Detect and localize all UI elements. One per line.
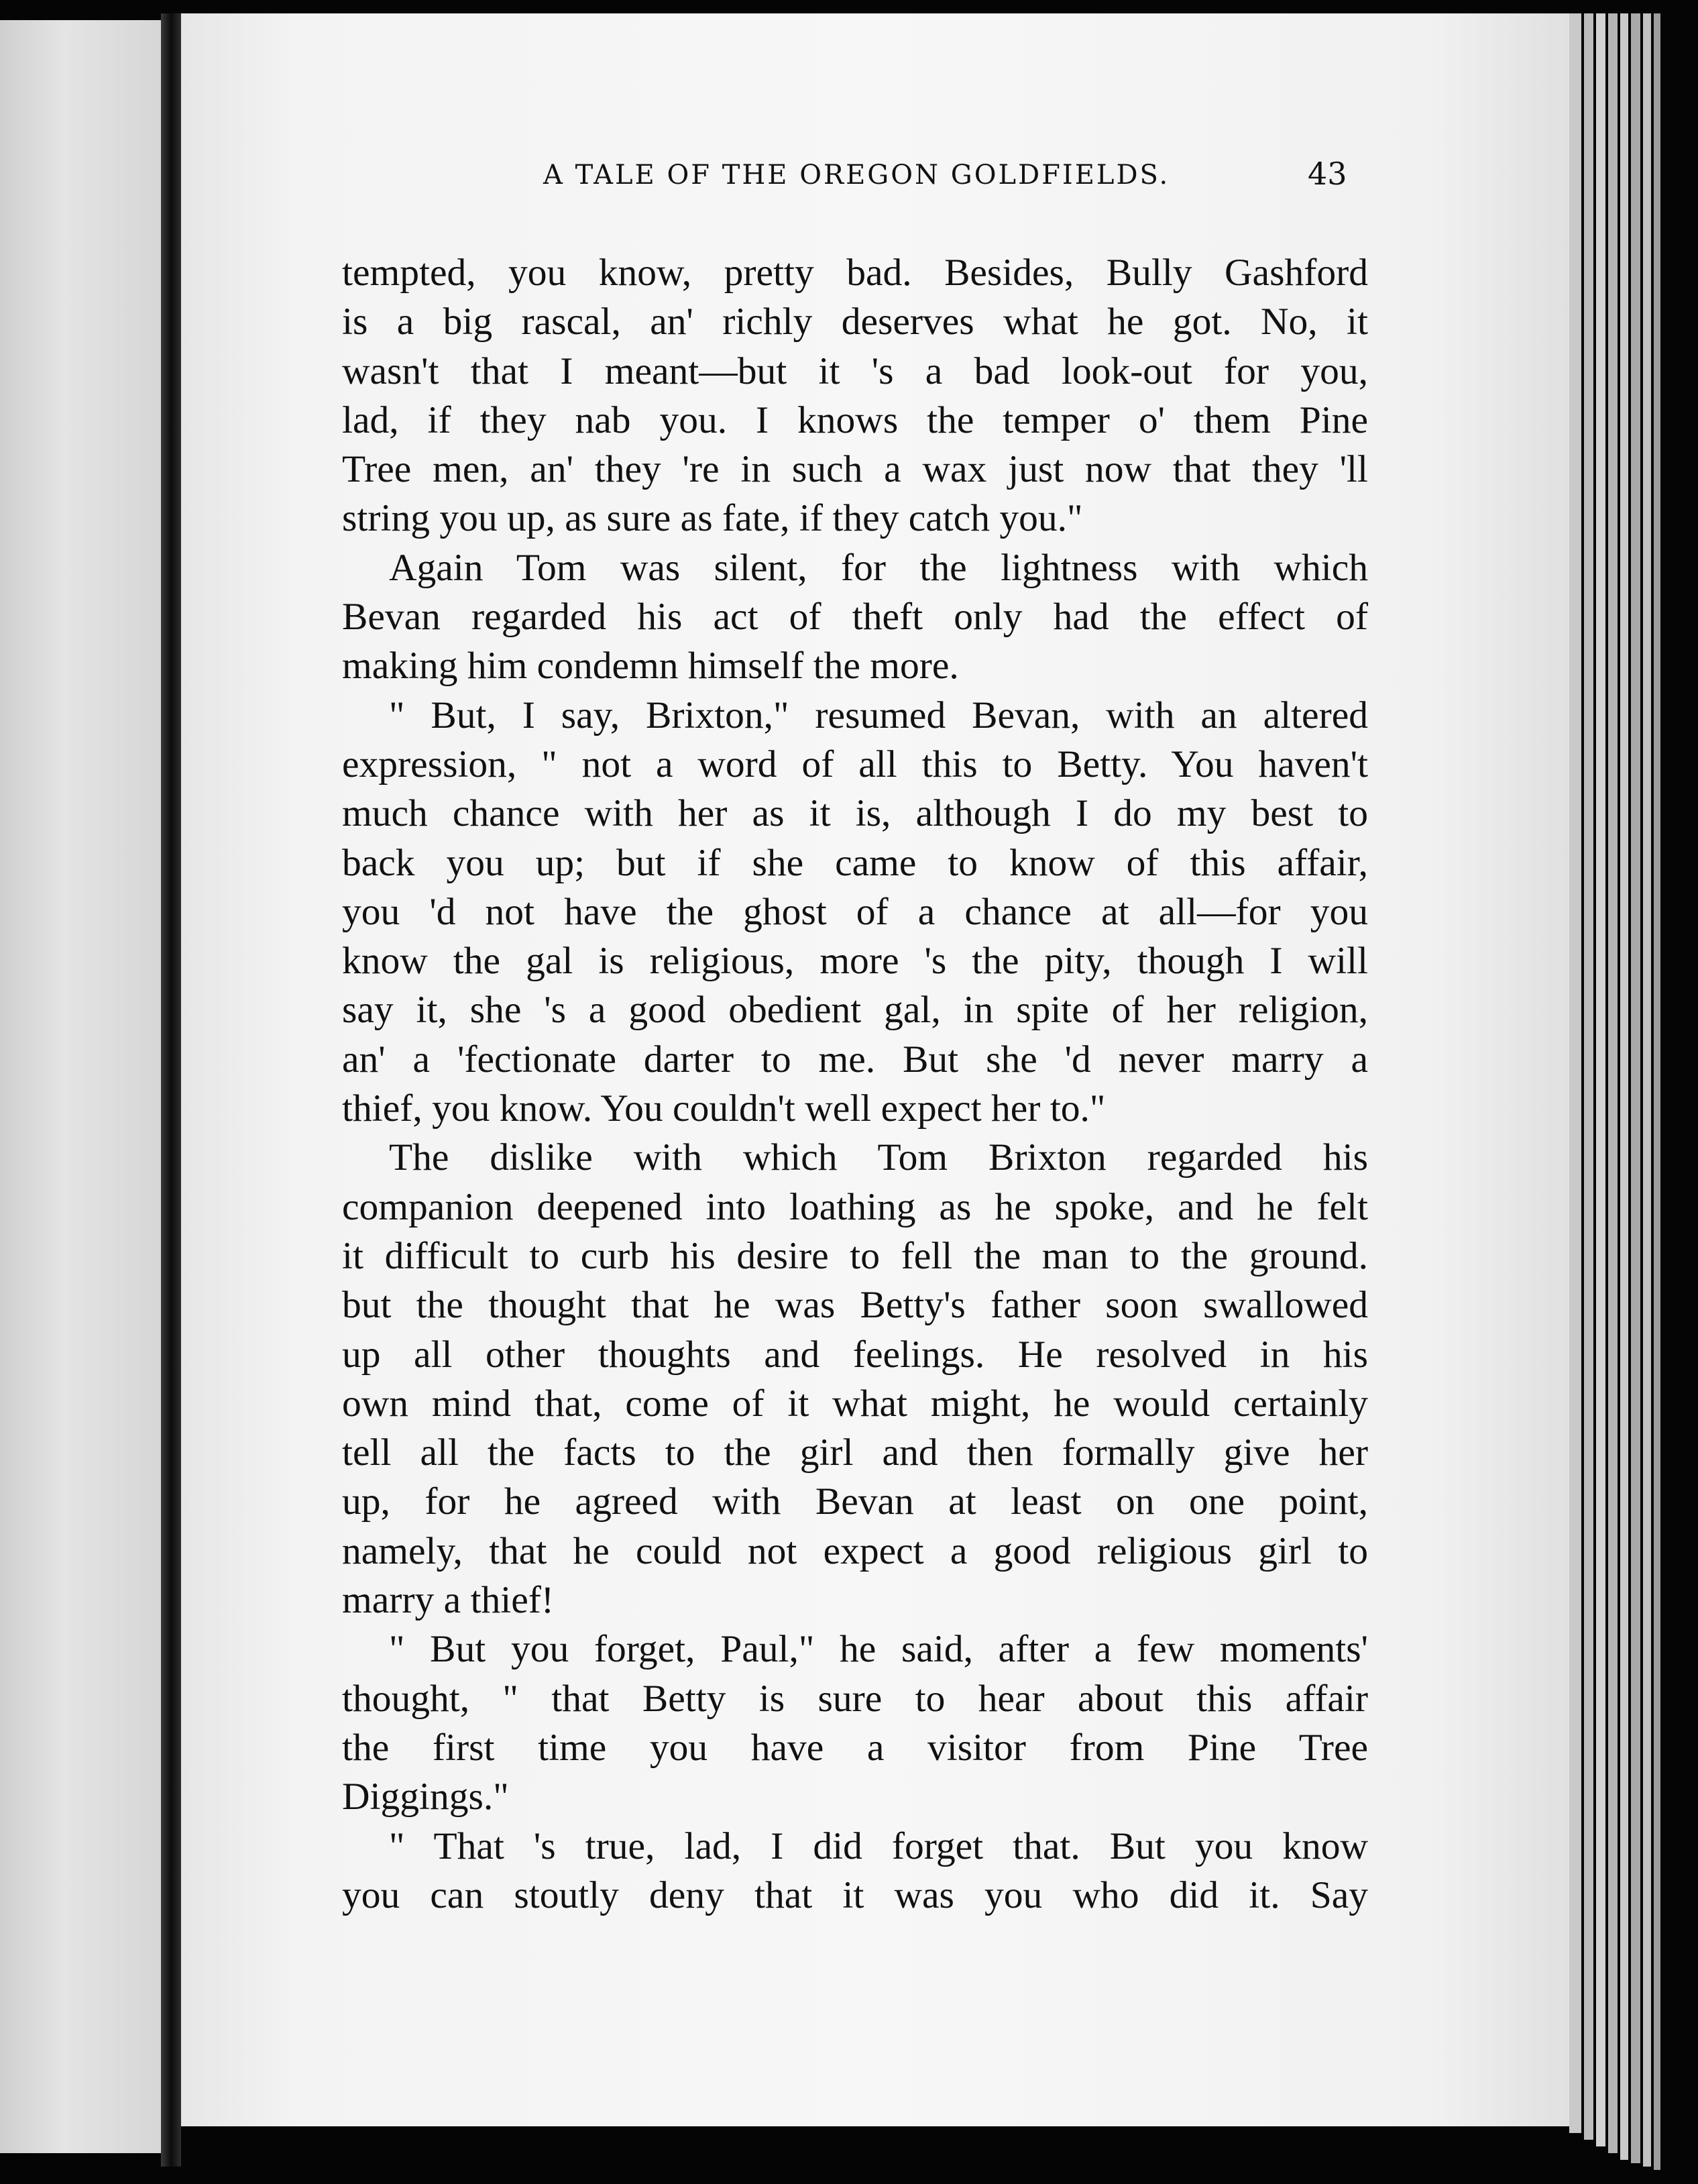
running-title: A TALE OF THE OREGON GOLDFIELDS. [543,160,1170,190]
text-line: say it, she 's a good obedient gal, in spite of her religion, [342,989,1368,1032]
text-line: Tree men, an' they 're in such a wax just now that they 'll [342,448,1368,491]
text-line: the first time you have a visitor from Pine Tree [342,1726,1368,1769]
text-line: up, for he agreed with Bevan at least on one point, [342,1480,1368,1523]
text-line: thief, you know. You couldn't well expect her to." [342,1087,1106,1130]
text-line: " That 's true, lad, I did forget that. But you know [389,1824,1368,1867]
text-line: Again Tom was silent, for the lightness with which [389,546,1368,589]
page-edge [1631,13,1640,2163]
page-edge [1596,13,1605,2146]
text-line: back you up; but if she came to know of this affair, [342,841,1368,884]
body-text [342,248,1368,1920]
page-edge [1584,13,1593,2140]
text-line: much chance with her as it is, although I do my best to [342,792,1368,835]
text-line: Bevan regarded his act of theft only had the effect of [342,596,1368,639]
page-edge [1569,13,1581,2133]
text-line: " But, I say, Brixton," resumed Bevan, with an altered [389,694,1368,736]
text-line: you 'd not have the ghost of a chance at all—for you [342,890,1368,933]
text-line: it difficult to curb his desire to fell the man to the ground. [342,1234,1368,1277]
page-edge [1620,13,1628,2160]
text-line: string you up, as sure as fate, if they catch you." [342,497,1083,540]
text-line: wasn't that I meant—but it 's a bad look-out for you, [342,349,1368,392]
book-gutter [161,13,181,2167]
text-line: up all other thoughts and feelings. He resolved in his [342,1333,1368,1376]
page-number: 43 [1308,156,1347,192]
text-line: lad, if they nab you. I knows the temper o' them Pine [342,398,1368,441]
text-line: an' a 'fectionate darter to me. But she 'd never marry a [342,1038,1368,1081]
text-line: own mind that, come of it what might, he would certainly [342,1382,1368,1425]
text-line: namely, that he could not expect a good religious girl to [342,1529,1368,1572]
text-line: thought, " that Betty is sure to hear about this affair [342,1677,1368,1720]
text-line: The dislike with which Tom Brixton regarded his [389,1136,1368,1179]
text-line: tempted, you know, pretty bad. Besides, Bully Gashford [342,252,1368,294]
text-line: know the gal is religious, more 's the pity, though I will [342,940,1368,983]
text-line: you can stoutly deny that it was you who did it. Say [342,1873,1368,1916]
text-line: tell all the facts to the girl and then formally give her [342,1431,1368,1474]
text-line: expression, " not a word of all this to Betty. You haven't [342,743,1368,785]
text-line: is a big rascal, an' richly deserves what he got. No, it [342,301,1368,343]
page-edge [1643,13,1651,2167]
left-facing-page [0,20,161,2153]
text-line: Diggings." [342,1776,509,1818]
text-line: making him condemn himself the more. [342,645,959,688]
text-line: but the thought that he was Betty's father soon swallowed [342,1284,1368,1327]
text-line: marry a thief! [342,1579,555,1622]
page-edge [1608,13,1618,2153]
text-line: companion deepened into loathing as he spoke, and he felt [342,1185,1368,1228]
page-edge [1654,13,1660,2170]
text-line: " But you forget, Paul," he said, after a few moments' [389,1628,1368,1671]
